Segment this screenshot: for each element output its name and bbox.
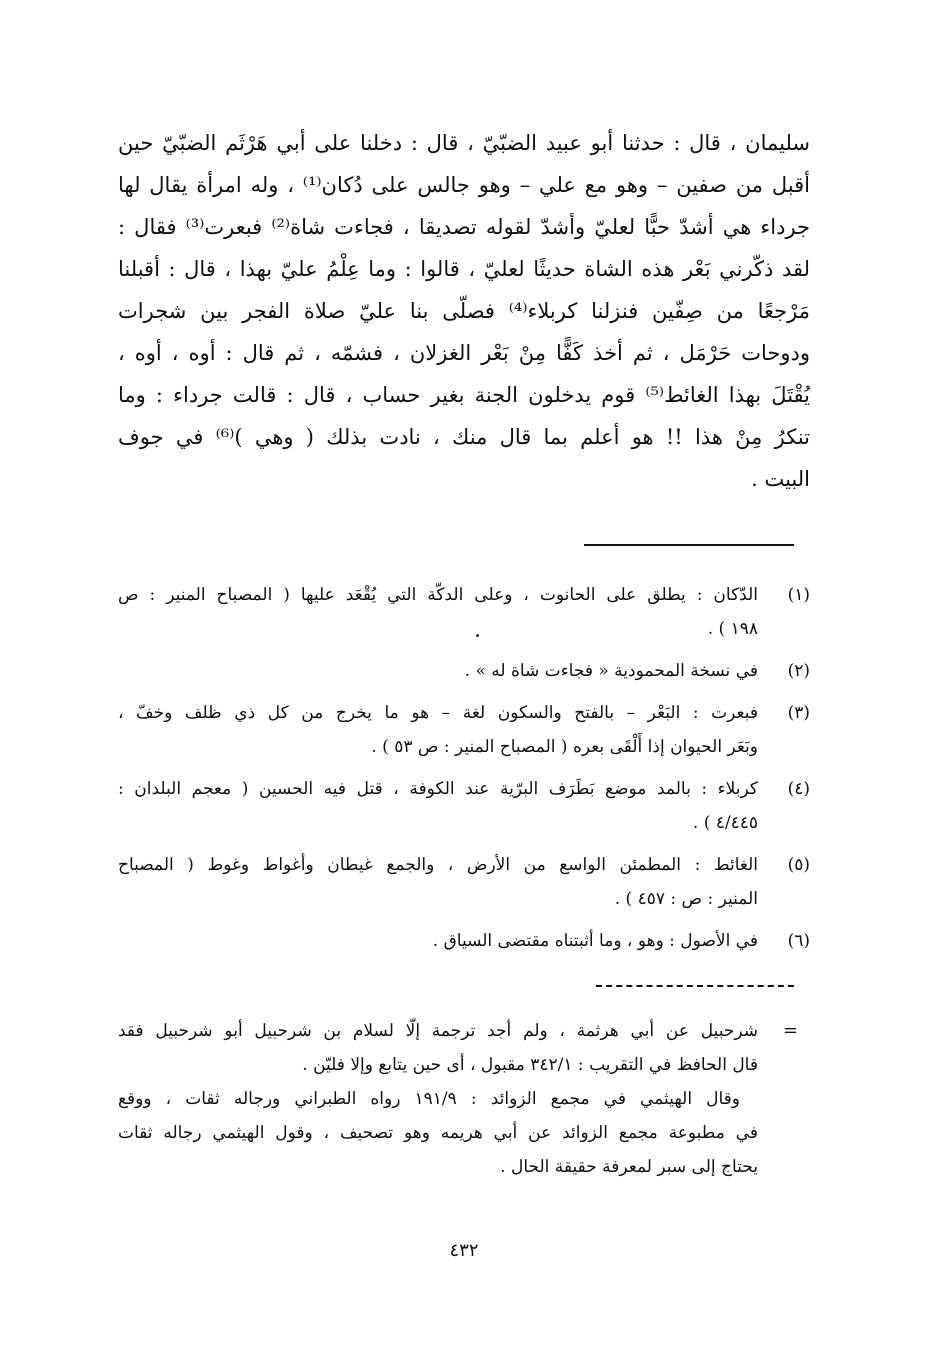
- footnote-5: [118, 848, 810, 916]
- page-number: ٤٣٢: [449, 1240, 479, 1261]
- footnote-2: [118, 654, 810, 688]
- continuation-mark: =: [782, 1020, 798, 1041]
- footnote-4: [118, 772, 810, 840]
- footnote-3: [118, 696, 810, 764]
- footnote-line: كربلاء : بالمد موضع بَطَرَف البرّية عند الكوفة ، قتل فيه الحسين ( معجم البلدان :: [118, 779, 758, 799]
- main-text-line: سليمان ، قال : حدثنا أبو عبيد الضبّيّ ، قال : دخلنا على أبي هَرْثَم الضبّيّ حين: [118, 131, 810, 155]
- footnote-line: ٤/٤٤٥ ) .: [692, 813, 758, 833]
- main-text-line: البيت .: [751, 467, 810, 491]
- footnote-line: وبَعَر الحيوان إذا أَلْقَى بعره ( المصباح المنير : ص ٥٣ ) .: [371, 737, 758, 757]
- main-text-line: لقد ذكّرني بَعْر هذه الشاة حديثًا لعليّ ، قالوا : وما عِلْمُ عليّ بهذا ، قال : أقبلنا: [118, 257, 810, 281]
- footnote-number: (٤): [787, 779, 810, 799]
- continued-footnote-line: قال الحافظ في التقريب : ٣٤٢/١ مقبول ، أى حين يتابع وإلا فليّن .: [302, 1055, 758, 1075]
- footnote-line: فبعرت : البَعْر – بالفتح والسكون لغة – هو ما يخرج من كل ذي ظلف وخفّ ،: [118, 703, 758, 723]
- continued-footnote-section: [118, 1014, 810, 1184]
- footnote-number: (٣): [787, 703, 810, 723]
- main-text-line: مَرْجعًا من صِفّين فنزلنا كربلاء⁽⁴⁾ فصلّى بنا عليّ صلاة الفجر بين شجرات: [118, 299, 810, 323]
- footnote-6: [118, 924, 810, 958]
- main-text-line: أقبل من صفين – وهو مع علي – وهو جالس على دُكان⁽¹⁾ ، وله امرأة يقال لها: [118, 173, 810, 197]
- footnote-number: (٦): [787, 931, 810, 951]
- footnotes-section: [118, 578, 810, 966]
- continued-footnote-line: في مطبوعة مجمع الزوائد عن أبي هريمه وهو تصحيف ، وقول الهيثمي رجاله ثقات: [118, 1123, 758, 1143]
- continued-footnote-line: يحتاج إلى سبر لمعرفة حقيقة الحال .: [500, 1157, 758, 1177]
- footnote-line: الدّكان : يطلق على الحانوت ، وعلى الدكّة التي يُقْعَد عليها ( المصباح المنير : ص: [118, 585, 758, 605]
- footnote-line: ١٩٨ ) .: [707, 619, 758, 639]
- continued-footnote-body: [118, 1014, 810, 1184]
- dashed-separator-rule: [596, 985, 794, 987]
- footnote-number: (٥): [787, 855, 810, 875]
- footnote-number: (١): [787, 585, 810, 605]
- footnote-line: في الأصول : وهو ، وما أثبتناه مقتضى السياق .: [432, 931, 758, 951]
- print-speck: [476, 634, 479, 637]
- footnote-line: المنير : ص : ٤٥٧ ) .: [614, 889, 758, 909]
- footnote-line: في نسخة المحمودية « فجاءت شاة له » .: [464, 661, 758, 681]
- main-text-line: يُقْتَلَ بهذا الغائط⁽⁵⁾ قوم يدخلون الجنة بغير حساب ، قال : قالت جرداء : وما: [118, 383, 810, 407]
- footnote-number: (٢): [787, 661, 810, 681]
- continued-footnote-line: وقال الهيثمي في مجمع الزوائد : ١٩١/٩ رواه الطبراني ورجاله ثقات ، ووقع: [118, 1089, 741, 1109]
- main-text-line: تنكرُ مِنْ هذا !! هو أعلم بما قال منك ، نادت بذلك ( وهي )⁽⁶⁾ في جوف: [118, 425, 810, 449]
- main-text-body: [118, 122, 810, 500]
- continued-footnote-line: شرحبيل عن أبي هرثمة ، ولم أجد ترجمة إلّا لسلام بن شرحبيل أبو شرحبيل فقد: [118, 1021, 758, 1041]
- footnote-separator-rule: [584, 544, 794, 546]
- footnote-line: الغائط : المطمئن الواسع من الأرض ، والجمع غيطان وأغواط وغوط ( المصباح: [118, 855, 758, 875]
- main-text-line: ودوحات حَرْمَل ، ثم أخذ كَفًّا مِنْ بَعْر الغزلان ، فشمّه ، ثم قال : أوه ، أوه ،: [118, 341, 810, 365]
- main-text-line: جرداء هي أشدّ حبًّا لعليّ وأشدّ لقوله تصديقا ، فجاءت شاة⁽²⁾ فبعرت⁽³⁾ فقال :: [118, 215, 811, 239]
- footnote-1: [118, 578, 810, 646]
